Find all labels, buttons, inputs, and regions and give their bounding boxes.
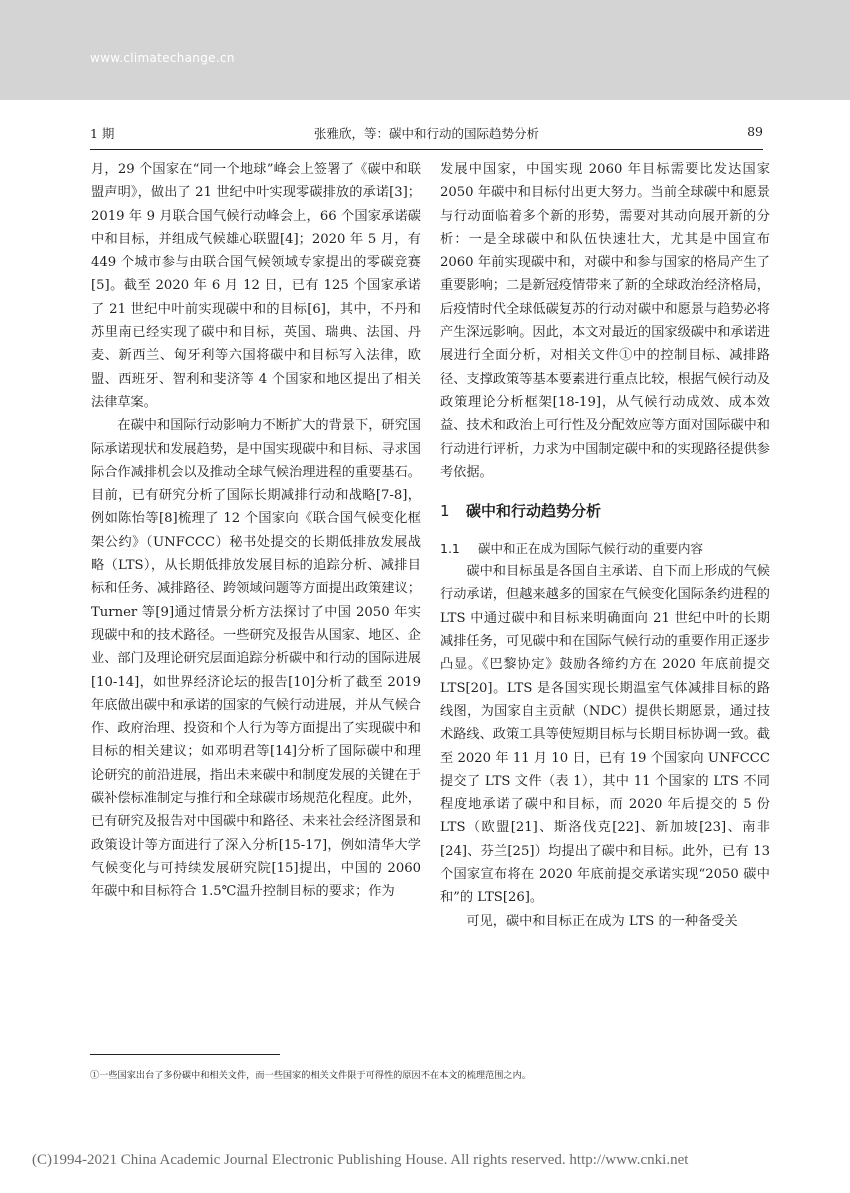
footnote-rule <box>90 1054 280 1055</box>
paragraph: 碳中和目标虽是各国自主承诺、自下而上形成的气候行动承诺，但越来越多的国家在气候变化国际条约进程的 LTS 中通过碳中和目标来明确面向 21 世纪中叶的长期减排任务，可见碳中和在国际气候行动的重要作用正逐步凸显。《巴黎协定》鼓励各缔约方在 2020 年底前提交 LTS[20]。LTS 是各国实现长期温室气体减排目标的路线图，为国家自主贡献（NDC）提供长期愿景，通过技术路线、政策工具等使短期目标与长期目标协调一致。截至 2020 年 11 月 10 日，已有 19 个国家向 UNFCCC 提交了 LTS 文件（表 1），其中 11 个国家的 LTS 不同程度地承诺了碳中和目标，而 2020 年后提交的 5 份 LTS（欧盟[21]、斯洛伐克[22]、新加坡[23]、南非[24]、芬兰[25]）均提出了碳中和目标。此外，已有 13 个国家宣布将在 2020 年底前提交承诺实现“2050 碳中和”的 LTS[26]。 <box>440 564 770 906</box>
left-column <box>91 158 421 904</box>
subsection-number: 1.1 <box>440 541 460 557</box>
paragraph: 可见，碳中和目标正在成为 LTS 的一种备受关 <box>466 913 738 929</box>
section-heading <box>440 499 770 523</box>
site-url: www.climatechange.cn <box>90 51 235 65</box>
section-number: 1 <box>440 502 450 521</box>
journal-header-band <box>0 0 850 100</box>
page-number: 89 <box>747 124 763 139</box>
running-header <box>90 124 763 144</box>
subsection-heading <box>440 537 770 560</box>
paragraph: 在碳中和国际行动影响力不断扩大的背景下，研究国际承诺现状和发展趋势，是中国实现碳中和目标、寻求国际合作减排机会以及推动全球气候治理进程的重要基石。目前，已有研究分析了国际长期减排行动和战略[7-8]，例如陈怡等[8]梳理了 12 个国家向《联合国气候变化框架公约》（UNFCCC）秘书处提交的长期低排放发展战略（LTS），从长期低排放发展目标的追踪分析、减排目标和任务、减排路径、跨领域问题等方面提出政策建议；Turner 等[9]通过情景分析方法探讨了中国 2050 年实现碳中和的技术路径。一些研究及报告从国家、地区、企业、部门及理论研究层面追踪分析碳中和行动的国际进展[10-14]，如世界经济论坛的报告[10]分析了截至 2019 年底做出碳中和承诺的国家的气候行动进展，并从气候合作、政府治理、投资和个人行为等方面提出了实现碳中和目标的相关建议；如邓明君等[14]分析了国际碳中和理论研究的前沿进展，指出未来碳中和制度发展的关键在于碳补偿标准制定与推行和全球碳市场规范化程度。此外，已有研究及报告对中国碳中和路径、未来社会经济图景和政策设计等方面进行了深入分析[15-17]，例如清华大学气候变化与可持续发展研究院[15]提出，中国的 2060 年碳中和目标符合 1.5℃温升控制目标的要求；作为 <box>91 418 421 900</box>
paragraph: 发展中国家，中国实现 2060 年目标需要比发达国家 2050 年碳中和目标付出更大努力。当前全球碳中和愿景与行动面临着多个新的形势，需要对其动向展开新的分析：一是全球碳中和队伍快速壮大，尤其是中国宣布 2060 年前实现碳中和，对碳中和参与国家的格局产生了重要影响；二是新冠疫情带来了新的全球政治经济格局，后疫情时代全球低碳复苏的行动对碳中和愿景与趋势必将产生深远影响。因此，本文对最近的国家级碳中和承诺进展进行全面分析，对相关文件①中的控制目标、减排路径、支撑政策等基本要素进行重点比较，根据气候行动及政策理论分析框架[18-19]，从气候行动成效、成本效益、技术和政治上可行性及分配效应等方面对国际碳中和行动进行评析，力求为中国制定碳中和的实现路径提供参考依据。 <box>440 162 770 480</box>
copyright-line: (C)1994-2021 China Academic Journal Electronic Publishing House. All rights reserved. http://www.cnki.net <box>32 1152 689 1168</box>
footnote: ①一些国家出台了多份碳中和相关文件，而一些国家的相关文件限于可得性的原因不在本文的梳理范围之内。 <box>90 1070 531 1081</box>
header-rule <box>90 149 763 150</box>
section-title: 碳中和行动趋势分析 <box>466 502 602 521</box>
issue-label: 1 期 <box>90 126 115 141</box>
right-column <box>440 158 770 933</box>
paragraph: 月，29 个国家在“同一个地球”峰会上签署了《碳中和联盟声明》，做出了 21 世纪中叶实现零碳排放的承诺[3]；2019 年 9 月联合国气候行动峰会上，66 个国家承诺碳中和目标，并组成气候雄心联盟[4]；2020 年 5 月，有 449 个城市参与由联合国气候领域专家提出的零碳竞赛[5]。截至 2020 年 6 月 12 日，已有 125 个国家承诺了 21 世纪中叶前实现碳中和的目标[6]，其中，不丹和苏里南已经实现了碳中和目标，英国、瑞典、法国、丹麦、新西兰、匈牙利等六国将碳中和目标写入法律，欧盟、西班牙、智利和斐济等 4 个国家和地区提出了相关法律草案。 <box>91 162 421 410</box>
running-title: 张雅欣，等：碳中和行动的国际趋势分析 <box>313 126 539 141</box>
subsection-title: 碳中和正在成为国际气候行动的重要内容 <box>478 541 704 557</box>
